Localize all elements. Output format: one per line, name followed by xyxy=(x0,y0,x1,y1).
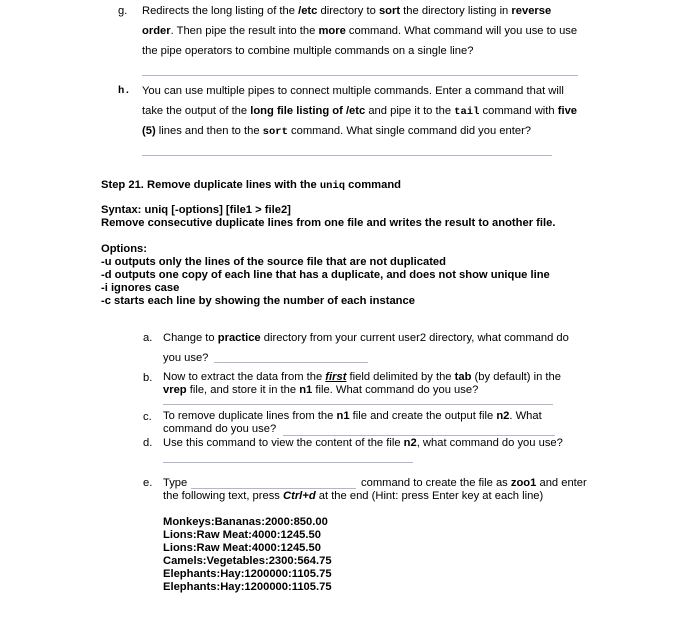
option-u: -u outputs only the lines of the source file that are not duplicated xyxy=(101,256,446,268)
task-e-type: Type xyxy=(163,477,188,489)
task-a-line2: you use? xyxy=(163,352,209,364)
answer-line-b[interactable] xyxy=(163,404,553,405)
answer-line-d[interactable] xyxy=(163,462,413,463)
answer-line-g[interactable] xyxy=(142,75,578,76)
task-d-letter: d. xyxy=(143,437,153,449)
zoo-line: Elephants:Hay:1200000:1105.75 xyxy=(163,581,332,593)
task-c-letter: c. xyxy=(143,411,152,423)
option-i: -i ignores case xyxy=(101,282,180,294)
zoo-line: Camels:Vegetables:2300:564.75 xyxy=(163,555,332,567)
answer-line-a[interactable] xyxy=(214,362,368,363)
task-e-letter: e. xyxy=(143,477,153,489)
answer-line-e[interactable] xyxy=(191,488,356,489)
zoo-line: Lions:Raw Meat:4000:1245.50 xyxy=(163,529,321,541)
step-title: Step 21. Remove duplicate lines with the uniq command xyxy=(101,179,402,192)
zoo-line: Lions:Raw Meat:4000:1245.50 xyxy=(163,542,321,554)
item-h-line2: take the output of the long file listing of /etc and pipe it to the tail command with five xyxy=(142,105,578,118)
answer-line-h[interactable] xyxy=(142,155,552,156)
item-g-line1: Redirects the long listing of the /etc directory to sort the directory listing in reverse xyxy=(142,5,552,17)
task-d-line1: Use this command to view the content of the file n2, what command do you use? xyxy=(163,437,563,449)
task-b-letter: b. xyxy=(143,372,153,384)
item-h-line1: You can use multiple pipes to connect multiple commands. Enter a command that will xyxy=(142,85,564,97)
item-g-line2: order. Then pipe the result into the more command. What command will you use to use xyxy=(142,25,578,37)
syntax-line: Syntax: uniq [-options] [file1 > file2] xyxy=(101,204,291,216)
item-h-line3: (5) lines and then to the sort command. What single command did you enter? xyxy=(142,125,532,138)
item-g-line3: the pipe operators to combine multiple commands on a single line? xyxy=(142,45,474,57)
task-e-line2: the following text, press Ctrl+d at the end (Hint: press Enter key at each line) xyxy=(163,490,544,502)
task-a-letter: a. xyxy=(143,332,153,344)
options-label: Options: xyxy=(101,243,147,255)
item-g-letter: g. xyxy=(118,5,128,17)
task-c-line2: command do you use? xyxy=(163,423,277,435)
zoo-line: Elephants:Hay:1200000:1105.75 xyxy=(163,568,332,580)
option-d: -d outputs one copy of each line that has a duplicate, and does not show unique line xyxy=(101,269,550,281)
description-line: Remove consecutive duplicate lines from one file and writes the result to another file. xyxy=(101,217,556,229)
task-b-line1: Now to extract the data from the first field delimited by the tab (by default) in the xyxy=(163,371,561,383)
task-a-line1: Change to practice directory from your current user2 directory, what command do xyxy=(163,332,569,344)
item-h-letter: h. xyxy=(118,85,131,97)
task-e-line1: command to create the file as zoo1 and enter xyxy=(361,477,587,489)
zoo-line: Monkeys:Bananas:2000:850.00 xyxy=(163,516,328,528)
option-c: -c starts each line by showing the number of each instance xyxy=(101,295,415,307)
task-c-line1: To remove duplicate lines from the n1 file and create the output file n2. What xyxy=(163,410,542,422)
task-b-line2: vrep file, and store it in the n1 file. What command do you use? xyxy=(163,384,479,396)
